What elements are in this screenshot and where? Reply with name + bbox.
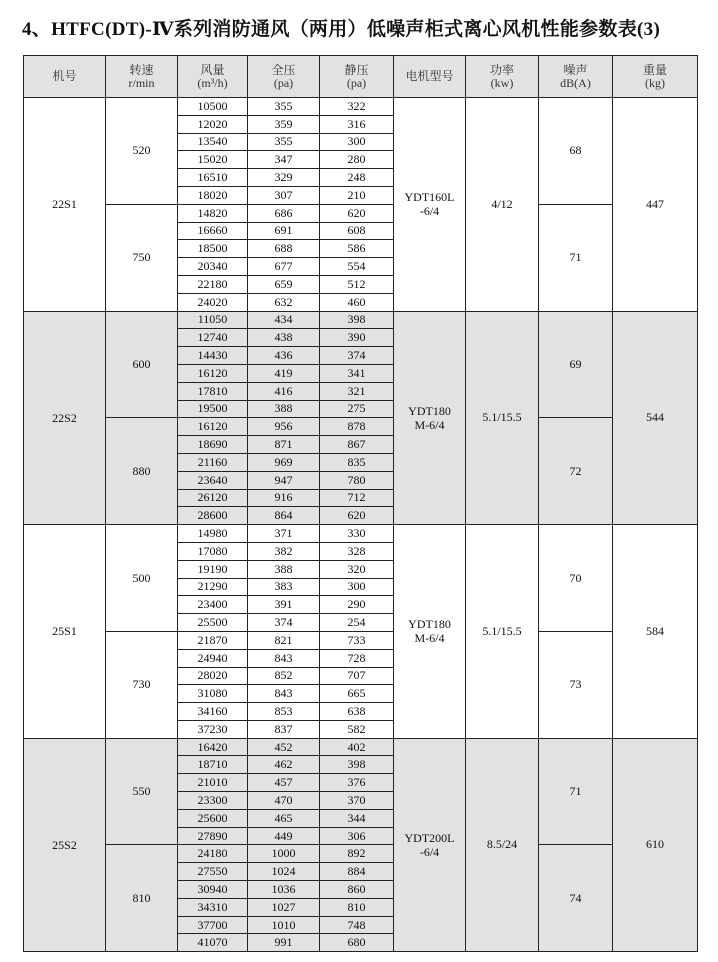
noise-cell: 72 — [539, 418, 613, 525]
static-pressure-cell: 328 — [320, 542, 394, 560]
airflow-cell: 10500 — [178, 98, 248, 116]
static-pressure-cell: 878 — [320, 418, 394, 436]
airflow-cell: 27550 — [178, 863, 248, 881]
static-pressure-cell: 835 — [320, 453, 394, 471]
noise-cell: 73 — [539, 631, 613, 738]
static-pressure-cell: 586 — [320, 240, 394, 258]
header-label: 功率 — [489, 62, 514, 77]
airflow-cell: 18020 — [178, 186, 248, 204]
airflow-cell: 23300 — [178, 792, 248, 810]
total-pressure-cell: 871 — [248, 436, 320, 454]
header-label: 风量 — [200, 62, 225, 77]
static-pressure-cell: 680 — [320, 934, 394, 952]
airflow-cell: 16660 — [178, 222, 248, 240]
airflow-cell: 22180 — [178, 275, 248, 293]
airflow-cell: 18690 — [178, 436, 248, 454]
noise-cell: 68 — [539, 98, 613, 205]
airflow-cell: 15020 — [178, 151, 248, 169]
static-pressure-cell: 330 — [320, 525, 394, 543]
airflow-cell: 14430 — [178, 347, 248, 365]
airflow-cell: 24020 — [178, 293, 248, 311]
total-pressure-cell: 374 — [248, 614, 320, 632]
total-pressure-cell: 452 — [248, 738, 320, 756]
total-pressure-cell: 688 — [248, 240, 320, 258]
header-noise — [539, 56, 613, 98]
airflow-cell: 21160 — [178, 453, 248, 471]
total-pressure-cell: 347 — [248, 151, 320, 169]
header-label: 静压 — [344, 62, 369, 77]
total-pressure-cell: 1000 — [248, 845, 320, 863]
airflow-cell: 25600 — [178, 809, 248, 827]
static-pressure-cell: 322 — [320, 98, 394, 116]
total-pressure-cell: 686 — [248, 204, 320, 222]
total-pressure-cell: 419 — [248, 364, 320, 382]
table-row — [24, 204, 698, 222]
static-pressure-cell: 210 — [320, 186, 394, 204]
noise-cell: 70 — [539, 525, 613, 632]
airflow-cell: 21010 — [178, 774, 248, 792]
total-pressure-cell: 659 — [248, 275, 320, 293]
header-power — [466, 56, 539, 98]
noise-cell: 71 — [539, 204, 613, 311]
total-pressure-cell: 438 — [248, 329, 320, 347]
total-pressure-cell: 388 — [248, 400, 320, 418]
total-pressure-cell: 837 — [248, 720, 320, 738]
airflow-cell: 24180 — [178, 845, 248, 863]
total-pressure-cell: 632 — [248, 293, 320, 311]
static-pressure-cell: 254 — [320, 614, 394, 632]
static-pressure-cell: 665 — [320, 685, 394, 703]
airflow-cell: 12020 — [178, 115, 248, 133]
total-pressure-cell: 821 — [248, 631, 320, 649]
total-pressure-cell: 371 — [248, 525, 320, 543]
total-pressure-cell: 852 — [248, 667, 320, 685]
total-pressure-cell: 1036 — [248, 881, 320, 899]
airflow-cell: 26120 — [178, 489, 248, 507]
model-cell: 22S1 — [24, 98, 106, 312]
header-unit: dB(A) — [560, 75, 591, 90]
airflow-cell: 37230 — [178, 720, 248, 738]
airflow-cell: 16510 — [178, 169, 248, 187]
static-pressure-cell: 748 — [320, 916, 394, 934]
static-pressure-cell: 306 — [320, 827, 394, 845]
total-pressure-cell: 355 — [248, 98, 320, 116]
table-row — [24, 738, 698, 756]
total-pressure-cell: 329 — [248, 169, 320, 187]
total-pressure-cell: 457 — [248, 774, 320, 792]
airflow-cell: 34160 — [178, 703, 248, 721]
airflow-cell: 13540 — [178, 133, 248, 151]
airflow-cell: 19190 — [178, 560, 248, 578]
header-total-pressure — [248, 56, 320, 98]
header-label: 全压 — [271, 62, 296, 77]
static-pressure-cell: 376 — [320, 774, 394, 792]
table-row — [24, 525, 698, 543]
static-pressure-cell: 321 — [320, 382, 394, 400]
total-pressure-cell: 691 — [248, 222, 320, 240]
static-pressure-cell: 390 — [320, 329, 394, 347]
header-airflow — [178, 56, 248, 98]
weight-cell: 610 — [613, 738, 698, 952]
noise-cell: 74 — [539, 845, 613, 952]
total-pressure-cell: 853 — [248, 703, 320, 721]
total-pressure-cell: 991 — [248, 934, 320, 952]
total-pressure-cell: 677 — [248, 258, 320, 276]
static-pressure-cell: 620 — [320, 204, 394, 222]
model-cell: 25S1 — [24, 525, 106, 739]
weight-cell: 447 — [613, 98, 698, 312]
static-pressure-cell: 728 — [320, 649, 394, 667]
speed-cell: 600 — [106, 311, 178, 418]
static-pressure-cell: 370 — [320, 792, 394, 810]
total-pressure-cell: 383 — [248, 578, 320, 596]
total-pressure-cell: 1027 — [248, 898, 320, 916]
model-cell: 22S2 — [24, 311, 106, 525]
static-pressure-cell: 316 — [320, 115, 394, 133]
noise-cell: 69 — [539, 311, 613, 418]
airflow-cell: 16120 — [178, 364, 248, 382]
static-pressure-cell: 712 — [320, 489, 394, 507]
total-pressure-cell: 416 — [248, 382, 320, 400]
static-pressure-cell: 320 — [320, 560, 394, 578]
static-pressure-cell: 341 — [320, 364, 394, 382]
header-unit: (m³/h) — [197, 75, 228, 90]
fan-performance-table — [23, 55, 698, 952]
table-row — [24, 418, 698, 436]
total-pressure-cell: 843 — [248, 649, 320, 667]
total-pressure-cell: 449 — [248, 827, 320, 845]
speed-cell: 750 — [106, 204, 178, 311]
speed-cell: 810 — [106, 845, 178, 952]
header-unit: (pa) — [273, 75, 294, 90]
airflow-cell: 23400 — [178, 596, 248, 614]
airflow-cell: 28020 — [178, 667, 248, 685]
noise-cell: 71 — [539, 738, 613, 845]
static-pressure-cell: 402 — [320, 738, 394, 756]
power-cell: 4/12 — [466, 98, 539, 312]
header-unit: (kw) — [490, 75, 514, 90]
static-pressure-cell: 884 — [320, 863, 394, 881]
motor-model-cell: YDT160L-6/4 — [394, 98, 466, 312]
total-pressure-cell: 1024 — [248, 863, 320, 881]
weight-cell: 544 — [613, 311, 698, 525]
speed-cell: 520 — [106, 98, 178, 205]
static-pressure-cell: 248 — [320, 169, 394, 187]
speed-cell: 550 — [106, 738, 178, 845]
static-pressure-cell: 290 — [320, 596, 394, 614]
static-pressure-cell: 512 — [320, 275, 394, 293]
airflow-cell: 17810 — [178, 382, 248, 400]
table-row — [24, 845, 698, 863]
total-pressure-cell: 947 — [248, 471, 320, 489]
header-static-pressure — [320, 56, 394, 98]
static-pressure-cell: 275 — [320, 400, 394, 418]
speed-cell: 730 — [106, 631, 178, 738]
header-label: 转速 — [129, 62, 154, 77]
motor-model-cell: YDT200L-6/4 — [394, 738, 466, 952]
airflow-cell: 21290 — [178, 578, 248, 596]
speed-cell: 500 — [106, 525, 178, 632]
header-unit: r/min — [128, 75, 155, 90]
static-pressure-cell: 867 — [320, 436, 394, 454]
header-model — [24, 56, 106, 98]
static-pressure-cell: 280 — [320, 151, 394, 169]
total-pressure-cell: 916 — [248, 489, 320, 507]
static-pressure-cell: 638 — [320, 703, 394, 721]
header-weight — [613, 56, 698, 98]
airflow-cell: 41070 — [178, 934, 248, 952]
static-pressure-cell: 300 — [320, 578, 394, 596]
airflow-cell: 20340 — [178, 258, 248, 276]
static-pressure-cell: 344 — [320, 809, 394, 827]
static-pressure-cell: 554 — [320, 258, 394, 276]
total-pressure-cell: 1010 — [248, 916, 320, 934]
total-pressure-cell: 956 — [248, 418, 320, 436]
total-pressure-cell: 969 — [248, 453, 320, 471]
static-pressure-cell: 582 — [320, 720, 394, 738]
static-pressure-cell: 608 — [320, 222, 394, 240]
airflow-cell: 27890 — [178, 827, 248, 845]
airflow-cell: 11050 — [178, 311, 248, 329]
total-pressure-cell: 359 — [248, 115, 320, 133]
header-unit: (kg) — [645, 75, 665, 90]
header-unit: (pa) — [346, 75, 367, 90]
speed-cell: 880 — [106, 418, 178, 525]
total-pressure-cell: 843 — [248, 685, 320, 703]
header-row — [24, 56, 698, 98]
weight-cell: 584 — [613, 525, 698, 739]
header-label: 机号 — [52, 69, 77, 83]
static-pressure-cell: 780 — [320, 471, 394, 489]
header-speed — [106, 56, 178, 98]
airflow-cell: 34310 — [178, 898, 248, 916]
total-pressure-cell: 864 — [248, 507, 320, 525]
airflow-cell: 28600 — [178, 507, 248, 525]
motor-model-cell: YDT180M-6/4 — [394, 311, 466, 525]
total-pressure-cell: 436 — [248, 347, 320, 365]
total-pressure-cell: 470 — [248, 792, 320, 810]
static-pressure-cell: 460 — [320, 293, 394, 311]
airflow-cell: 16120 — [178, 418, 248, 436]
static-pressure-cell: 860 — [320, 881, 394, 899]
static-pressure-cell: 398 — [320, 756, 394, 774]
table-row — [24, 631, 698, 649]
table-row — [24, 311, 698, 329]
static-pressure-cell: 707 — [320, 667, 394, 685]
total-pressure-cell: 388 — [248, 560, 320, 578]
static-pressure-cell: 733 — [320, 631, 394, 649]
total-pressure-cell: 391 — [248, 596, 320, 614]
power-cell: 5.1/15.5 — [466, 311, 539, 525]
airflow-cell: 21870 — [178, 631, 248, 649]
total-pressure-cell: 355 — [248, 133, 320, 151]
airflow-cell: 18500 — [178, 240, 248, 258]
airflow-cell: 14980 — [178, 525, 248, 543]
total-pressure-cell: 465 — [248, 809, 320, 827]
total-pressure-cell: 382 — [248, 542, 320, 560]
motor-model-cell: YDT180M-6/4 — [394, 525, 466, 739]
airflow-cell: 23640 — [178, 471, 248, 489]
static-pressure-cell: 620 — [320, 507, 394, 525]
airflow-cell: 30940 — [178, 881, 248, 899]
power-cell: 8.5/24 — [466, 738, 539, 952]
table-row — [24, 98, 698, 116]
power-cell: 5.1/15.5 — [466, 525, 539, 739]
header-label: 电机型号 — [405, 69, 454, 83]
airflow-cell: 19500 — [178, 400, 248, 418]
total-pressure-cell: 307 — [248, 186, 320, 204]
header-label: 重量 — [642, 62, 667, 77]
airflow-cell: 12740 — [178, 329, 248, 347]
model-cell: 25S2 — [24, 738, 106, 952]
airflow-cell: 24940 — [178, 649, 248, 667]
total-pressure-cell: 434 — [248, 311, 320, 329]
total-pressure-cell: 462 — [248, 756, 320, 774]
airflow-cell: 18710 — [178, 756, 248, 774]
airflow-cell: 17080 — [178, 542, 248, 560]
static-pressure-cell: 398 — [320, 311, 394, 329]
static-pressure-cell: 300 — [320, 133, 394, 151]
page-title: 4、HTFC(DT)-Ⅳ系列消防通风（两用）低噪声柜式离心风机性能参数表(3) — [22, 19, 661, 40]
header-label: 噪声 — [563, 62, 588, 77]
header-motor-model — [394, 56, 466, 98]
static-pressure-cell: 892 — [320, 845, 394, 863]
static-pressure-cell: 810 — [320, 898, 394, 916]
airflow-cell: 14820 — [178, 204, 248, 222]
airflow-cell: 25500 — [178, 614, 248, 632]
airflow-cell: 31080 — [178, 685, 248, 703]
airflow-cell: 16420 — [178, 738, 248, 756]
airflow-cell: 37700 — [178, 916, 248, 934]
static-pressure-cell: 374 — [320, 347, 394, 365]
